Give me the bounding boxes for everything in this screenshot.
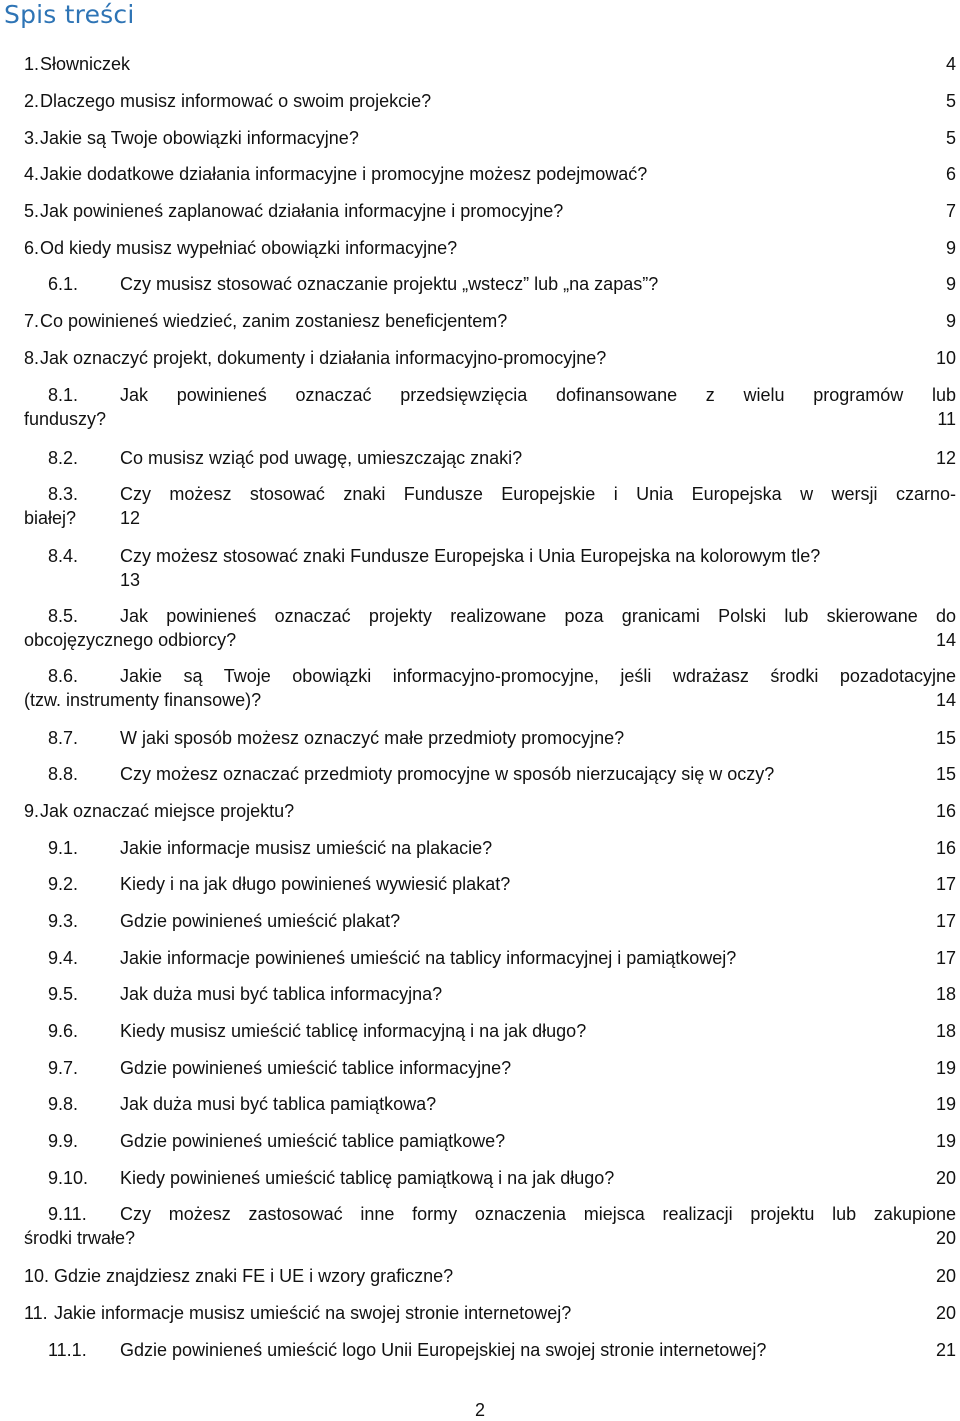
toc-entry-page: 7 [945, 201, 956, 221]
toc-entry[interactable] [24, 236, 956, 260]
toc-entry-page: 13 [120, 570, 141, 590]
toc-entry-title: Jak duża musi być tablica informacyjna? [120, 984, 443, 1004]
toc-entry-title: Jakie informacje musisz umieścić na swojej stronie internetowej? [54, 1303, 572, 1323]
toc-entry-title: Gdzie powinieneś umieścić plakat? [120, 911, 401, 931]
toc-entry-number: 8.8. [48, 764, 79, 784]
toc-entry-number: 9.7. [48, 1058, 79, 1078]
toc-entry-title: Gdzie powinieneś umieścić logo Unii Europejskiej na swojej stronie internetowej? [120, 1340, 767, 1360]
toc-entry[interactable] [24, 1301, 956, 1325]
toc-entry-title-continuation: obcojęzycznego odbiorcy? [24, 630, 237, 650]
toc-entry-page: 5 [945, 91, 956, 111]
toc-entry-number: 9.4. [48, 948, 79, 968]
toc-entry-title: Czy musisz stosować oznaczanie projektu „wstecz” lub „na zapas”? [120, 274, 659, 294]
page-number: 2 [474, 1400, 485, 1420]
toc-entry-page: 9 [945, 238, 956, 258]
toc-entry-title: Od kiedy musisz wypełniać obowiązki informacyjne? [40, 238, 458, 258]
toc-entry-number: 9.6. [48, 1021, 79, 1041]
toc-entry[interactable] [24, 89, 956, 113]
toc-entry-page: 4 [945, 54, 956, 74]
toc-entry-number: 7. [24, 311, 40, 331]
toc-entry-title: Co powinieneś wiedzieć, zanim zostaniesz beneficjentem? [40, 311, 508, 331]
toc-entry-page: 9 [945, 311, 956, 331]
toc-entry-page: 16 [935, 801, 956, 821]
toc-entry-number: 4. [24, 164, 40, 184]
toc-entry-number: 2. [24, 91, 40, 111]
toc-entry-title: Czy możesz oznaczać przedmioty promocyjne w sposób nierzucający się w oczy? [120, 764, 775, 784]
toc-entry-page: 20 [935, 1266, 956, 1286]
toc-entry-title: Jak oznaczyć projekt, dokumenty i działania informacyjno-promocyjne? [40, 348, 607, 368]
toc-entry-number: 8.2. [48, 448, 79, 468]
toc-entry-page: 11 [937, 409, 956, 429]
toc-entry-page: 20 [935, 1168, 956, 1188]
toc-entry-title: Czy możesz zastosować inne formy oznaczenia miejsca realizacji projektu lub zakupione [120, 1204, 956, 1224]
toc-entry[interactable] [48, 946, 956, 970]
toc-entry-page: 18 [935, 984, 956, 1004]
toc-entry-number: 5. [24, 201, 40, 221]
toc-entry-title: Gdzie powinieneś umieścić tablice informacyjne? [120, 1058, 512, 1078]
toc-entry-number: 9. [24, 801, 40, 821]
toc-entry-number: 9.1. [48, 838, 79, 858]
toc-entry[interactable] [24, 162, 956, 186]
toc-entry[interactable] [48, 726, 956, 750]
toc-entry-title: Jak powinieneś oznaczać przedsięwzięcia dofinansowane z wielu programów lub [120, 385, 956, 405]
toc-entry[interactable] [24, 346, 956, 370]
toc-title: Spis treści [4, 0, 135, 29]
toc-entry-number: 6. [24, 238, 40, 258]
toc-entry-page: 19 [935, 1058, 956, 1078]
toc-entry[interactable] [24, 1202, 956, 1250]
toc-entry[interactable] [24, 664, 956, 712]
toc-entry-title: W jaki sposób możesz oznaczyć małe przedmioty promocyjne? [120, 728, 625, 748]
toc-entry[interactable] [24, 1264, 956, 1288]
toc-entry[interactable] [48, 909, 956, 933]
toc-entry-page: 21 [935, 1340, 956, 1360]
toc-entry-page: 17 [935, 948, 956, 968]
toc-entry-number: 8. [24, 348, 40, 368]
toc-entry-page: 15 [935, 764, 956, 784]
toc-entry[interactable] [48, 1019, 956, 1043]
toc-entry[interactable] [24, 126, 956, 150]
toc-entry-title: Jak powinieneś oznaczać projekty realizowane poza granicami Polski lub skierowane do [120, 606, 956, 626]
toc-entry-page: 18 [935, 1021, 956, 1041]
toc-entry-title-continuation: funduszy? [24, 409, 107, 429]
toc-entry-title: Kiedy powinieneś umieścić tablicę pamiątkową i na jak długo? [120, 1168, 615, 1188]
toc-entry-title: Jakie są Twoje obowiązki informacyjne? [40, 128, 359, 148]
toc-entry[interactable] [24, 52, 956, 76]
toc-entry-page: 19 [935, 1094, 956, 1114]
toc-entry-page: 17 [935, 874, 956, 894]
toc-entry-title: Kiedy musisz umieścić tablicę informacyjną i na jak długo? [120, 1021, 587, 1041]
toc-entry-title: Kiedy i na jak długo powinieneś wywiesić plakat? [120, 874, 511, 894]
toc-entry-number: 8.1. [48, 385, 79, 405]
toc-entry-title: Jak duża musi być tablica pamiątkowa? [120, 1094, 437, 1114]
toc-entry-number: 11.1. [48, 1340, 87, 1360]
toc-entry-title: Jak powinieneś zaplanować działania informacyjne i promocyjne? [40, 201, 564, 221]
toc-entry-title: Czy możesz stosować znaki Fundusze Europejskie i Unia Europejska w wersji czarno- [120, 484, 956, 504]
toc-entry-page: 15 [935, 728, 956, 748]
toc-entry-title: Co musisz wziąć pod uwagę, umieszczając znaki? [120, 448, 523, 468]
toc-entry-number: 8.3. [48, 484, 79, 504]
toc-entry-page: 5 [945, 128, 956, 148]
toc-entry[interactable] [48, 1338, 956, 1362]
toc-entry-number: 9.5. [48, 984, 79, 1004]
toc-entry-page: 20 [935, 1228, 956, 1248]
toc-entry[interactable] [48, 872, 956, 896]
toc-entry-title: Gdzie powinieneś umieścić tablice pamiątkowe? [120, 1131, 506, 1151]
toc-entry-page: 10 [935, 348, 956, 368]
toc-entry[interactable] [48, 1129, 956, 1153]
toc-entry-title: Jakie informacje musisz umieścić na plakacie? [120, 838, 493, 858]
toc-entry-number: 11. [24, 1303, 48, 1323]
toc-entry-number: 6.1. [48, 274, 79, 294]
toc-entry-title: Gdzie znajdziesz znaki FE i UE i wzory graficzne? [54, 1266, 454, 1286]
toc-entry-page: 20 [935, 1303, 956, 1323]
toc-entry[interactable] [24, 482, 956, 530]
toc-entry[interactable] [48, 272, 956, 296]
toc-entry-page: 14 [935, 630, 956, 650]
toc-entry-title: Jakie informacje powinieneś umieścić na tablicy informacyjnej i pamiątkowej? [120, 948, 737, 968]
toc-entry-title: Jakie dodatkowe działania informacyjne i promocyjne możesz podejmować? [40, 164, 648, 184]
toc-entry[interactable] [24, 309, 956, 333]
toc-entry[interactable] [48, 836, 956, 860]
toc-entry-number: 9.3. [48, 911, 79, 931]
toc-entry-page: 19 [935, 1131, 956, 1151]
toc-entry[interactable] [48, 1166, 956, 1190]
toc-entry-title: Jak oznaczać miejsce projektu? [40, 801, 295, 821]
toc-entry-number: 9.10. [48, 1168, 89, 1188]
toc-entry-number: 9.11. [48, 1204, 87, 1224]
toc-entry-title: Czy możesz stosować znaki Fundusze Europejska i Unia Europejska na kolorowym tle? [120, 546, 821, 566]
toc-entry-number: 9.9. [48, 1131, 79, 1151]
toc-entry-title: Słowniczek [40, 54, 131, 74]
toc-entry-number: 10. [24, 1266, 50, 1286]
toc-entry-page: 16 [935, 838, 956, 858]
toc-entry-page: 9 [945, 274, 956, 294]
toc-entry-page: 12 [935, 448, 956, 468]
toc-entry[interactable] [48, 1056, 956, 1080]
toc-entry[interactable] [24, 604, 956, 652]
toc-entry[interactable] [24, 383, 956, 431]
toc-entry-title: Jakie są Twoje obowiązki informacyjno-promocyjne, jeśli wdrażasz środki pozadotacyjne [120, 666, 956, 686]
toc-entry-page: 14 [935, 690, 956, 710]
toc-entry-number: 8.7. [48, 728, 79, 748]
toc-entry[interactable] [48, 982, 956, 1006]
toc-entry-number: 3. [24, 128, 40, 148]
toc-entry[interactable] [48, 544, 956, 592]
toc-entry[interactable] [48, 762, 956, 786]
toc-entry-page: 6 [945, 164, 956, 184]
toc-entry-number: 8.6. [48, 666, 79, 686]
toc-entry[interactable] [24, 799, 956, 823]
toc-entry[interactable] [48, 446, 956, 470]
toc-entry-page: 12 [120, 508, 141, 528]
toc-entry-number: 8.5. [48, 606, 79, 626]
toc-entry-number: 9.8. [48, 1094, 79, 1114]
toc-entry-page: 17 [935, 911, 956, 931]
toc-entry-number: 1. [24, 54, 40, 74]
toc-entry-title-continuation: środki trwałe? [24, 1228, 136, 1248]
toc-entry-title-continuation: (tzw. instrumenty finansowe)? [24, 690, 262, 710]
toc-entry[interactable] [24, 199, 956, 223]
toc-entry[interactable] [48, 1092, 956, 1116]
toc-entry-title: Dlaczego musisz informować o swoim projekcie? [40, 91, 432, 111]
toc-entry-title-continuation: białej? [24, 508, 77, 528]
toc-entry-number: 8.4. [48, 546, 79, 566]
toc-entry-number: 9.2. [48, 874, 79, 894]
